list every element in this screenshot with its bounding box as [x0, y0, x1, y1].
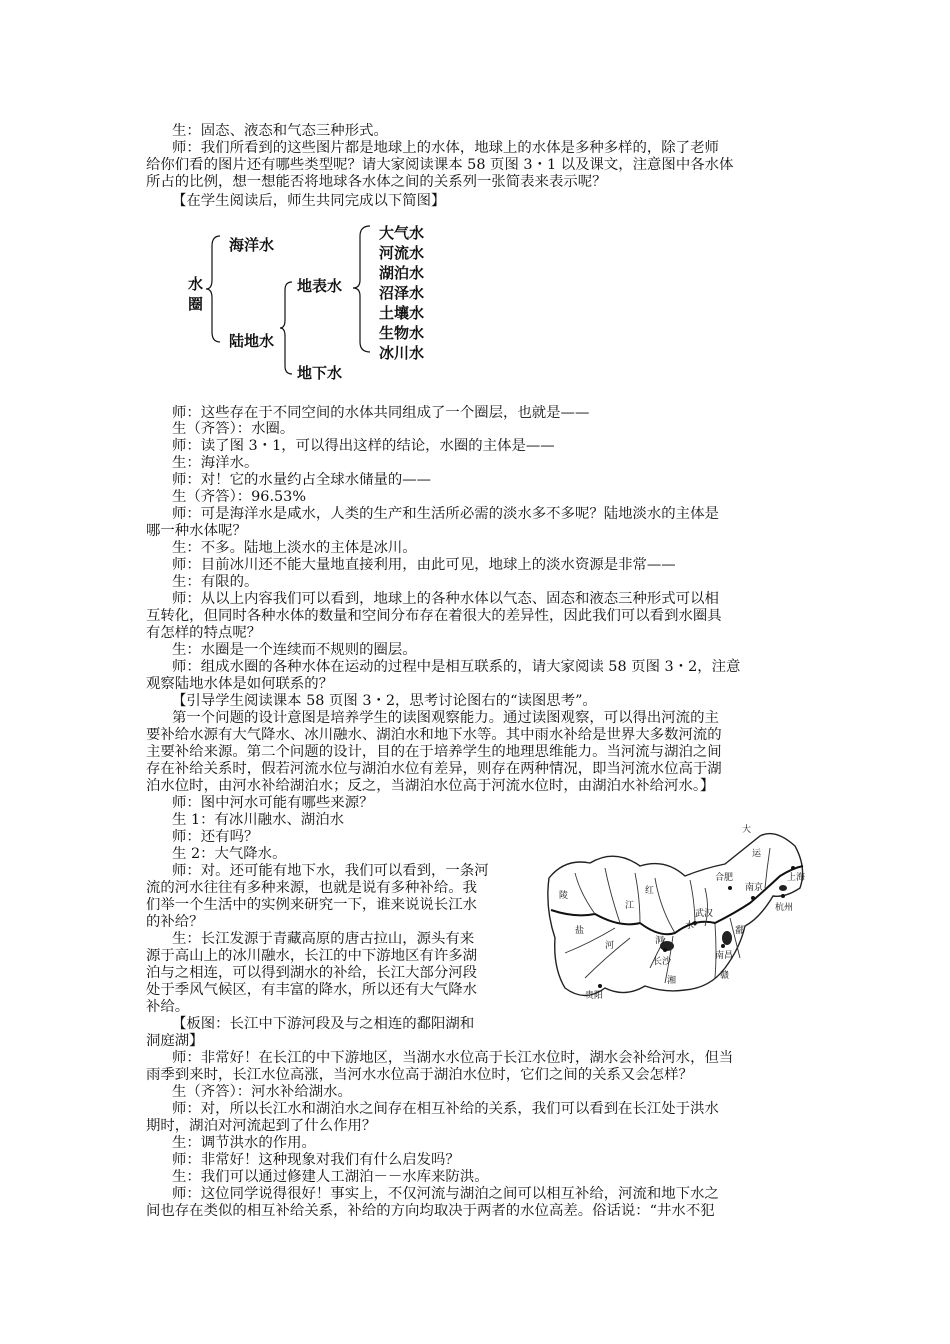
dialog-line: 互转化，但同时各种水体的数量和空间分布存在着很大的差异性，因此我们可以看到水圈具	[146, 608, 722, 624]
map-label: 河	[605, 941, 615, 951]
map-label: 鄱	[735, 926, 745, 936]
dialog-line: 师：图中河水可能有哪些来源？	[172, 795, 374, 811]
map-label: 盐	[575, 926, 585, 936]
dialog-line: 师：组成水圈的各种水体在运动的过程中是相互联系的，请大家阅读 58 页图 3・2，注意	[172, 659, 741, 675]
intro-line-4: 所占的比例，想一想能否将地球各水体之间的关系列一张简表来表示呢？	[146, 174, 607, 190]
dialog-line: 师：从以上内容我们可以看到，地球上的各种水体以气态、固态和液态三种形式可以相	[172, 591, 719, 607]
intro-line-1: 生：固态、液态和气态三种形式。	[172, 123, 388, 139]
map-label: 湘	[667, 976, 677, 986]
dialog-line: 洞庭湖】	[146, 1033, 204, 1049]
dialog-line: 生（齐答）：水圈。	[172, 421, 295, 437]
dialog-line: 有怎样的特点呢？	[146, 625, 262, 641]
dialog-line: 师：目前冰川还不能大量地直接利用，由此可见，地球上的淡水资源是非常——	[172, 557, 676, 573]
dialog-line: 生：调节洪水的作用。	[172, 1135, 316, 1151]
map-label: 南昌	[715, 951, 734, 961]
dialog-line: 生 1：有冰川融水、湖泊水	[172, 812, 345, 828]
dialog-line: 生（齐答）：河水补给湖水。	[172, 1084, 352, 1100]
dialog-line: 师：对。还可能有地下水，我们可以看到，一条河	[172, 863, 489, 879]
dialog-line: 师：非常好！这种现象对我们有什么启发吗？	[172, 1152, 460, 1168]
map-label: 运	[752, 849, 762, 859]
map-label: 武汉	[695, 909, 714, 919]
dialog-line: 主要补给来源。第二个问题的设计，目的在于培养学生的地理思维能力。当河流与湖泊之间	[146, 744, 722, 760]
tree-item-4: 沼泽水	[379, 284, 425, 302]
dialog-line: 师：这些存在于不同空间的水体共同组成了一个圈层，也就是——	[172, 405, 590, 421]
root-brace	[204, 232, 224, 347]
dialog-line: 师：对，所以长江水和湖泊水之间存在相互补给的关系，我们可以看到在长江处于洪水	[172, 1101, 719, 1117]
map-label: 洞	[655, 936, 665, 946]
poyang-lake	[722, 931, 732, 945]
intro-line-3: 给你们看的图片还有哪些类型呢？请大家阅读课本 58 页图 3・1 以及课文，注意图中各水体	[146, 157, 734, 173]
dialog-line: 师：这位同学说得很好！事实上，不仅河流与湖泊之间可以相互补给，河流和地下水之	[172, 1186, 719, 1202]
surface-brace	[350, 222, 374, 358]
dialog-line: 师：可是海洋水是咸水，人类的生产和生活所必需的淡水多不多呢？陆地淡水的主体是	[172, 506, 719, 522]
map-label: 合肥	[715, 873, 734, 883]
map-label: 贵阳	[585, 991, 604, 1001]
tree-item-5: 土壤水	[379, 304, 425, 322]
tree-item-2: 河流水	[379, 244, 425, 262]
tree-surface-label: 地表水	[297, 277, 343, 295]
dialog-line: 师：读了图 3・1，可以得出这样的结论，水圈的主体是——	[172, 438, 555, 454]
yangtze-river-map	[545, 818, 809, 1023]
dialog-line: 雨季到来时，长江水位高涨，当河水水位高于湖泊水位时，它们之间的关系又会怎样？	[146, 1067, 693, 1083]
map-label: 陵	[559, 891, 569, 901]
dialog-line: 【板图：长江中下游河段及与之相连的鄱阳湖和	[172, 1016, 475, 1032]
dialog-line: 源于高山上的冰川融水，长江的中下游地区有许多湖	[146, 948, 477, 964]
map-label: 大	[742, 825, 752, 835]
intro-line-5: 【在学生阅读后，师生共同完成以下简图】	[172, 193, 446, 209]
tree-item-6: 生物水	[379, 324, 425, 342]
dialog-line: 流的河水往往有多种来源，也就是说有多种补给。我	[146, 880, 477, 896]
tree-item-3: 湖泊水	[379, 264, 425, 282]
dialog-line: 生 2：大气降水。	[172, 846, 287, 862]
dialog-line: 观察陆地水体是如何联系的？	[146, 676, 334, 692]
main-river	[551, 866, 806, 934]
dialog-line: 师：还有吗？	[172, 829, 259, 845]
map-label: 长沙	[653, 957, 672, 967]
map-label: 杭州	[775, 903, 794, 913]
map-label: 江	[625, 901, 635, 911]
tree-item-7: 冰川水	[379, 344, 425, 362]
intro-line-2: 师：我们所看到的这些图片都是地球上的水体，地球上的水体是多种多样的，除了老师	[172, 140, 719, 156]
dialog-line: 生（齐答）：96.53%	[172, 489, 307, 505]
dialog-line: 生：海洋水。	[172, 455, 259, 471]
dialog-line: 生：水圈是一个连续而不规则的圈层。	[172, 642, 417, 658]
dialog-line: 师：对！它的水量约占全球水储量的——	[172, 472, 432, 488]
taihu-lake	[779, 885, 787, 891]
tree-land-label: 陆地水	[229, 332, 275, 350]
dialog-line: 期时，湖泊对河流起到了什么作用？	[146, 1118, 377, 1134]
tree-item-1: 大气水	[379, 224, 425, 242]
dialog-line: 要补给水源有大气降水、冰川融水、湖泊水和地下水等。其中雨水补给是世界大多数河流的	[146, 727, 722, 743]
land-brace	[278, 278, 296, 378]
tree-ground-label: 地下水	[297, 364, 343, 382]
dialog-line: 师：非常好！在长江的中下游地区，当湖水水位高于长江水位时，湖水会补给河水，但当	[172, 1050, 734, 1066]
dialog-line: 处于季风气候区，有丰富的降水，所以还有大气降水	[146, 982, 477, 998]
dialog-line: 第一个问题的设计意图是培养学生的读图观察能力。通过读图观察，可以得出河流的主	[172, 710, 719, 726]
dialog-line: 间也存在类似的相互补给关系，补给的方向均取决于两者的水位高差。俗话说：“井水不犯	[146, 1203, 715, 1219]
map-label: 红	[645, 886, 655, 896]
tree-ocean-label: 海洋水	[229, 236, 275, 254]
dialog-line: 生：我们可以通过修建人工湖泊－－水库来防洪。	[172, 1169, 489, 1185]
map-label: 南京	[745, 883, 764, 893]
dialog-line: 哪一种水体呢？	[146, 523, 247, 539]
dialog-line: 生：不多。陆地上淡水的主体是冰川。	[172, 540, 417, 556]
dialog-line: 生：长江发源于青藏高原的唐古拉山，源头有来	[172, 931, 475, 947]
dialog-line: 泊水位时，由河水补给湖泊水；反之，当湖泊水位高于河流水位时，由湖泊水补给河水。】	[146, 778, 715, 794]
map-label: 上海	[787, 873, 806, 883]
map-label: 水	[685, 921, 695, 931]
dialog-line: 补给。	[146, 999, 190, 1015]
dialog-line: 生：有限的。	[172, 574, 259, 590]
dialog-line: 存在补给关系时，假若河流水位与湖泊水位有差异，则存在两种情况，即当河流水位高于湖	[146, 761, 722, 777]
map-label: 赣	[720, 971, 730, 981]
tree-root-label: 水圈	[188, 275, 204, 313]
dialog-line: 们举一个生活中的实例来研究一下，谁来说说长江水	[146, 897, 477, 913]
dialog-line: 【引导学生阅读课本 58 页图 3・2，思考讨论图右的“读图思考”。	[172, 693, 597, 709]
dialog-line: 泊与之相连，可以得到湖水的补给，长江大部分河段	[146, 965, 477, 981]
dialog-line: 的补给？	[146, 914, 204, 930]
